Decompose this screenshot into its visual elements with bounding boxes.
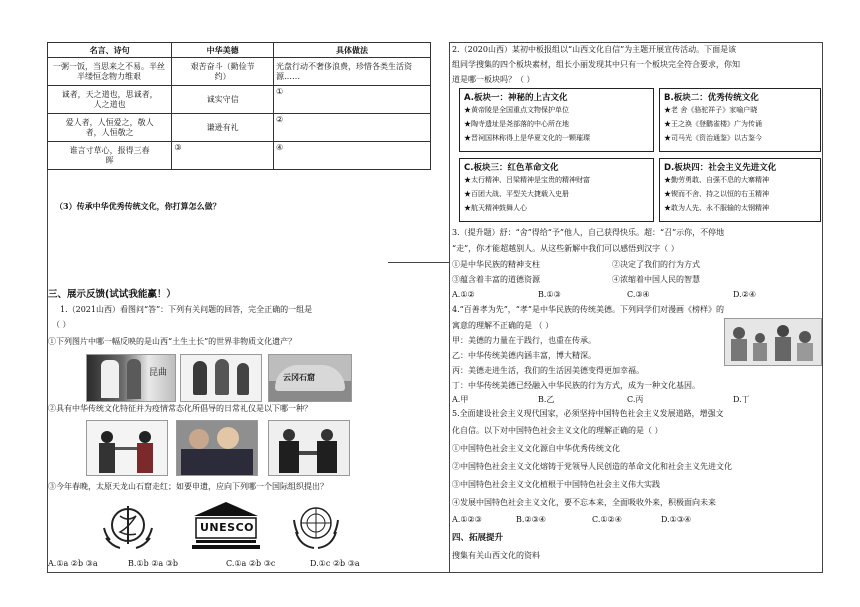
who-logo-icon bbox=[98, 498, 158, 552]
action-cell: ① bbox=[273, 86, 430, 114]
table-header-row bbox=[48, 43, 431, 58]
q3-option-2: ②决定了我们的行为方式 bbox=[612, 260, 700, 269]
board-c-line1: ★太行精神、吕梁精神是宝贵的精神财富 bbox=[464, 176, 590, 184]
quote-cell bbox=[48, 114, 172, 142]
q5-choice-b: B.②③④ bbox=[516, 515, 546, 524]
unesco-logo-icon bbox=[190, 498, 262, 552]
q5-choice-c: C.①②④ bbox=[592, 515, 622, 524]
option-d: D.①c ②b ③a bbox=[310, 559, 360, 568]
action-cell: ② bbox=[273, 114, 430, 142]
board-a-line1: ★黄帝陵是全国重点文物保护单位 bbox=[464, 106, 569, 114]
extend-task: 搜集有关山西文化的资料 bbox=[452, 551, 540, 560]
board-a-line2: ★陶寺遗址是尧部落的中心所在地 bbox=[464, 120, 569, 128]
kunqu-label: 昆曲 bbox=[149, 368, 168, 378]
q3-choice-d: D.②④ bbox=[733, 290, 757, 299]
board-a bbox=[459, 88, 654, 152]
board-c-title: C.板块三：红色革命文化 bbox=[464, 163, 559, 173]
q3-choice-c: C.③④ bbox=[627, 290, 650, 299]
right-border bbox=[822, 42, 823, 572]
board-d-title: D.板块四：社会主义先进文化 bbox=[664, 163, 777, 173]
q4-line2: 寓意的理解不正确的是 （ ） bbox=[452, 321, 554, 330]
board-b-line3: ★司马光《资治通鉴》以古鉴今 bbox=[664, 134, 762, 142]
table-row bbox=[48, 86, 431, 114]
board-d bbox=[659, 158, 821, 222]
board-d-line1: ★勤劳勇敢、自强不息的大寨精神 bbox=[664, 176, 769, 184]
un-logo-icon bbox=[286, 498, 346, 552]
quote-cell bbox=[48, 86, 172, 114]
q4-choice-d: D.丁 bbox=[733, 395, 750, 404]
quote-text: 谁言寸草心，报得三春晖 bbox=[69, 145, 150, 165]
q5-option-3: ③中国特色社会主义文化植根于中国特色社会主义伟大实践 bbox=[452, 480, 660, 489]
q4-option-c: 丙：美德走进生活，我们的生活因美德变得更加幸福。 bbox=[452, 366, 644, 375]
quote-text: 诚者，天之道也，思诚者，人之道也 bbox=[61, 89, 158, 109]
q3-choice-b: B.①③ bbox=[538, 290, 561, 299]
virtue-cell: 诚实守信 bbox=[172, 86, 274, 114]
board-b-title: B.板块二：优秀传统文化 bbox=[664, 93, 759, 103]
hug-greeting-photo bbox=[176, 420, 258, 476]
table-row bbox=[48, 114, 431, 142]
q3-line2: “走”，你才能超越别人。从这些新解中我们可以感悟到汉字（ ） bbox=[452, 244, 679, 253]
table-row bbox=[48, 142, 431, 170]
q1-line1: 1.（2021山西）看图问“答”：下列有关问题的回答，完全正确的一组是 bbox=[60, 305, 313, 314]
mid-tick bbox=[388, 262, 450, 263]
q4-option-d: 丁：中华传统美德已经融入中华民族的行为方式，成为一种文化基因。 bbox=[452, 381, 700, 390]
q4-option-b: 乙：中华传统美德内涵丰富，博大精深。 bbox=[452, 351, 596, 360]
virtue-text: 艰苦奋斗（勤俭节约） bbox=[190, 61, 255, 81]
quote-text: 爱人者，人恒爱之，敬人者，人恒敬之 bbox=[65, 117, 154, 137]
role-model-cartoon bbox=[724, 318, 822, 366]
virtue-cell bbox=[172, 58, 274, 86]
unesco-label: UNESCO bbox=[200, 521, 254, 534]
option-c: C.①a ②b ③c bbox=[226, 559, 276, 568]
q3-line1: 3.（提升题）舒：“舍”得给“予”他人，自己获得快乐。超：“召”示你，不停地 bbox=[452, 228, 725, 237]
q4-choice-a: A.甲 bbox=[452, 395, 469, 404]
yungang-label: 云冈石窟 bbox=[283, 372, 315, 382]
q5-choice-d: D.①③④ bbox=[661, 515, 692, 524]
board-a-title: A.板块一：神秘的上古文化 bbox=[464, 93, 568, 103]
shadow-puppet-photo bbox=[180, 354, 262, 402]
q3-option-3: ③蕴含着丰富的道德资源 bbox=[452, 275, 540, 284]
quote-text: 一粥一饭，当思来之不易。半丝半缕恒念物力维艰 bbox=[53, 61, 165, 81]
q5-line2: 化自信。以下对中国特色社会主义文化的理解正确的是（ ） bbox=[452, 426, 663, 435]
section-4-heading: 四、拓展提升 bbox=[452, 533, 504, 543]
virtue-cell: ③ bbox=[172, 142, 274, 170]
action-text: 光盘行动不奢侈浪费，珍惜各类生活资源…… bbox=[275, 61, 412, 81]
board-c-line3: ★航天精神鼓舞人心 bbox=[464, 204, 527, 212]
quote-cell bbox=[48, 58, 172, 86]
center-divider bbox=[449, 42, 450, 572]
board-c bbox=[459, 158, 654, 222]
q4-choice-c: C.丙 bbox=[627, 395, 644, 404]
q4-option-a: 甲：美德的力量在于践行，也重在传承。 bbox=[452, 336, 596, 345]
bow-greeting-photo bbox=[86, 420, 168, 476]
q3-option-1: ①是中华民族的精神支柱 bbox=[452, 260, 540, 269]
board-b bbox=[659, 88, 821, 152]
action-cell bbox=[273, 58, 430, 86]
q1-line2: （ ） bbox=[52, 320, 71, 329]
q4-choice-b: B.乙 bbox=[538, 395, 555, 404]
q2-line2: 组同学搜集的四个板块素材，组长小丽发现其中只有一个板块完全符合要求，你知 bbox=[452, 60, 740, 69]
sub-question-3: ③今年春晚，太原天龙山石窟走红；如要申遗，应向下列哪一个国际组织提出？ bbox=[48, 482, 328, 491]
q5-option-1: ①中国特色社会主义文化源自中华优秀传统文化 bbox=[452, 444, 620, 453]
option-b: B.①b ②a ③b bbox=[128, 559, 179, 568]
header-virtue: 中华美德 bbox=[172, 43, 274, 58]
board-c-line2: ★百团大战、平型关大捷载入史册 bbox=[464, 190, 569, 198]
header-quote: 名言、诗句 bbox=[48, 43, 172, 58]
q3-option-4: ④浓缩着中国人民的智慧 bbox=[612, 275, 700, 284]
board-d-line3: ★敢为人先、永不服输的太钢精神 bbox=[664, 204, 769, 212]
virtues-table bbox=[47, 42, 431, 170]
board-d-line2: ★锲而不舍、持之以恒的右玉精神 bbox=[664, 190, 769, 198]
q4-line1: 4.“百善孝为先”，“孝”是中华民族的传统美德。下列同学们对漫画《榜样》的 bbox=[452, 305, 724, 314]
board-a-line3: ★晋祠国林称得上是华夏文化的一颗璀璨 bbox=[464, 134, 590, 142]
q5-option-2: ②中国特色社会主义文化熔铸于党领导人民创造的革命文化和社会主义先进文化 bbox=[452, 462, 732, 471]
sub-question-1: ①下列图片中哪一幅反映的是山西“土生土长”的世界非物质文化遗产？ bbox=[48, 337, 297, 346]
quote-cell bbox=[48, 142, 172, 170]
table-row bbox=[48, 58, 431, 86]
bottom-border bbox=[47, 572, 823, 573]
q2-line1: 2.（2020山西）某初中板报组以“山西文化自信”为主题开展宣传活动。下面是该 bbox=[452, 45, 737, 54]
option-a: A.①a ②b ③a bbox=[48, 559, 98, 568]
top-border-right bbox=[449, 42, 823, 43]
q3-choice-a: A.①② bbox=[452, 290, 475, 299]
handshake-photo bbox=[268, 420, 350, 476]
q5-option-4: ④发展中国特色社会主义文化，要不忘本来，全面吸收外来，积极面向未来 bbox=[452, 498, 716, 507]
action-cell: ④ bbox=[273, 142, 430, 170]
board-b-line2: ★王之涣《登鹳雀楼》广为传诵 bbox=[664, 120, 762, 128]
kunqu-opera-photo bbox=[86, 354, 176, 402]
section-3-heading: 三、展示反馈(试试我能赢！） bbox=[48, 289, 176, 300]
q2-line3: 道是哪一板块吗？（ ） bbox=[452, 75, 535, 84]
q5-line1: 5.全面建设社会主义现代国家，必须坚持中国特色社会主义发展道路，增强文 bbox=[452, 409, 724, 418]
q5-choice-a: A.①②③ bbox=[452, 515, 482, 524]
virtue-cell: 谦逊有礼 bbox=[172, 114, 274, 142]
yungang-grottoes-photo bbox=[268, 354, 352, 402]
board-b-line1: ★老 舍《骆驼祥子》家喻户晓 bbox=[664, 106, 758, 114]
sub-question-2: ②具有中华传统文化特征并为疫情常态化所倡导的日常礼仪是以下哪一种？ bbox=[48, 404, 312, 413]
question-3-prompt: （3）传承中华优秀传统文化，你打算怎么做？ bbox=[55, 201, 221, 211]
header-action: 具体做法 bbox=[273, 43, 430, 58]
